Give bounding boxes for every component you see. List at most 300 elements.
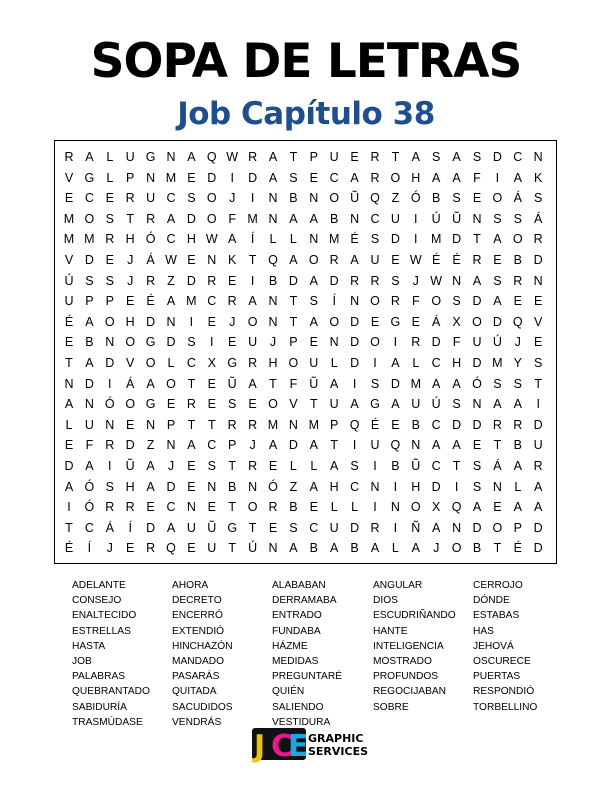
grid-cell[interactable]: B xyxy=(472,541,482,556)
grid-cell[interactable]: O xyxy=(288,356,299,370)
grid-cell[interactable]: I xyxy=(373,500,377,515)
grid-cell[interactable]: E xyxy=(187,541,196,556)
grid-cell[interactable]: L xyxy=(514,479,522,494)
grid-cell[interactable]: J xyxy=(229,191,236,206)
grid-cell[interactable]: T xyxy=(228,459,236,473)
grid-cell[interactable]: D xyxy=(146,520,156,535)
grid-cell[interactable]: I xyxy=(373,459,377,473)
grid-cell[interactable]: A xyxy=(64,479,74,494)
grid-cell[interactable]: G xyxy=(227,520,238,535)
grid-cell[interactable]: D xyxy=(533,541,543,556)
grid-cell[interactable]: A xyxy=(452,438,461,453)
grid-cell[interactable]: A xyxy=(146,479,155,494)
grid-cell[interactable]: C xyxy=(370,211,380,226)
grid-cell[interactable]: A xyxy=(166,520,176,535)
grid-cell[interactable]: C xyxy=(513,150,523,164)
grid-cell[interactable]: D xyxy=(288,438,298,453)
grid-cell[interactable]: R xyxy=(533,459,543,473)
grid-cell[interactable]: D xyxy=(350,314,360,329)
grid-cell[interactable]: T xyxy=(452,459,461,473)
grid-cell[interactable]: É xyxy=(452,253,461,267)
grid-cell[interactable]: R xyxy=(390,294,400,309)
grid-cell[interactable]: D xyxy=(390,376,400,391)
grid-cell[interactable]: Ú xyxy=(492,335,502,350)
grid-cell[interactable]: G xyxy=(370,397,380,412)
grid-cell[interactable]: S xyxy=(452,191,461,206)
grid-cell[interactable]: T xyxy=(289,150,298,164)
grid-cell[interactable]: A xyxy=(268,438,278,453)
grid-cell[interactable]: N xyxy=(146,170,156,185)
grid-cell[interactable]: T xyxy=(289,314,298,329)
grid-cell[interactable]: B xyxy=(391,459,400,473)
grid-cell[interactable]: Á xyxy=(513,191,522,206)
grid-cell[interactable]: O xyxy=(268,397,278,412)
grid-cell[interactable]: Ó xyxy=(84,500,95,515)
grid-cell[interactable]: L xyxy=(106,150,114,164)
grid-cell[interactable]: A xyxy=(85,314,94,329)
grid-cell[interactable]: N xyxy=(84,397,94,412)
grid-cell[interactable]: I xyxy=(352,376,357,391)
grid-cell[interactable]: E xyxy=(513,294,522,309)
grid-cell[interactable]: A xyxy=(187,438,196,453)
grid-cell[interactable]: E xyxy=(187,479,196,494)
grid-cell[interactable]: R xyxy=(248,417,258,432)
grid-cell[interactable]: T xyxy=(391,150,400,164)
grid-cell[interactable]: E xyxy=(126,294,135,309)
grid-cell[interactable]: T xyxy=(187,417,196,432)
grid-cell[interactable]: L xyxy=(65,417,73,432)
grid-cell[interactable]: T xyxy=(228,541,236,556)
grid-cell[interactable]: A xyxy=(350,253,359,267)
grid-cell[interactable]: T xyxy=(126,211,134,226)
grid-cell[interactable]: F xyxy=(228,211,236,226)
grid-cell[interactable]: S xyxy=(493,273,502,288)
grid-cell[interactable]: F xyxy=(452,335,461,350)
grid-cell[interactable]: A xyxy=(85,356,94,370)
grid-cell[interactable]: N xyxy=(105,417,115,432)
grid-cell[interactable]: E xyxy=(228,273,237,288)
grid-cell[interactable]: O xyxy=(145,356,156,370)
grid-cell[interactable]: O xyxy=(410,500,421,515)
grid-cell[interactable]: M xyxy=(165,170,177,185)
grid-cell[interactable]: D xyxy=(472,294,482,309)
grid-cell[interactable]: A xyxy=(493,397,502,412)
grid-cell[interactable]: A xyxy=(309,273,318,288)
grid-cell[interactable]: O xyxy=(247,500,258,515)
grid-cell[interactable]: É xyxy=(513,541,522,556)
grid-cell[interactable]: I xyxy=(250,273,255,288)
grid-cell[interactable]: R xyxy=(248,459,258,473)
grid-cell[interactable]: É xyxy=(350,232,359,247)
grid-cell[interactable]: N xyxy=(370,479,380,494)
grid-cell[interactable]: A xyxy=(248,376,257,391)
grid-cell[interactable]: J xyxy=(433,541,440,556)
grid-cell[interactable]: D xyxy=(64,459,74,473)
grid-cell[interactable]: A xyxy=(350,170,359,185)
grid-cell[interactable]: D xyxy=(431,335,441,350)
grid-cell[interactable]: N xyxy=(390,500,400,515)
grid-cell[interactable]: I xyxy=(414,211,418,226)
grid-cell[interactable]: W xyxy=(409,253,422,267)
grid-cell[interactable]: C xyxy=(329,170,339,185)
grid-cell[interactable]: Ó xyxy=(268,479,278,494)
grid-cell[interactable]: B xyxy=(432,191,441,206)
grid-cell[interactable]: Ú xyxy=(64,273,74,288)
grid-cell[interactable]: C xyxy=(207,438,217,453)
grid-cell[interactable]: M xyxy=(84,232,95,247)
grid-cell[interactable]: I xyxy=(67,500,71,515)
grid-cell[interactable]: Á xyxy=(493,459,502,473)
grid-cell[interactable]: O xyxy=(451,541,462,556)
grid-cell[interactable]: O xyxy=(125,335,136,350)
grid-cell[interactable]: A xyxy=(166,294,176,309)
grid-cell[interactable]: E xyxy=(187,459,196,473)
grid-cell[interactable]: E xyxy=(207,314,216,329)
grid-cell[interactable]: D xyxy=(452,232,462,247)
grid-cell[interactable]: Ũ xyxy=(227,376,237,391)
grid-cell[interactable]: A xyxy=(85,459,94,473)
grid-cell[interactable]: E xyxy=(309,335,318,350)
grid-cell[interactable]: D xyxy=(350,356,360,370)
grid-cell[interactable]: F xyxy=(289,376,298,391)
grid-cell[interactable]: C xyxy=(166,500,176,515)
grid-cell[interactable]: D xyxy=(533,253,543,267)
grid-cell[interactable]: L xyxy=(310,459,318,473)
grid-cell[interactable]: D xyxy=(248,170,258,185)
grid-cell[interactable]: I xyxy=(454,479,459,494)
grid-cell[interactable]: P xyxy=(126,170,135,185)
grid-cell[interactable]: R xyxy=(268,500,278,515)
grid-cell[interactable]: R xyxy=(207,273,217,288)
grid-cell[interactable]: E xyxy=(391,253,400,267)
grid-cell[interactable]: A xyxy=(472,273,482,288)
grid-cell[interactable]: T xyxy=(207,417,216,432)
grid-cell[interactable]: A xyxy=(228,232,237,247)
grid-cell[interactable]: E xyxy=(309,500,318,515)
grid-cell[interactable]: Z xyxy=(146,438,155,453)
grid-cell[interactable]: D xyxy=(105,356,115,370)
grid-cell[interactable]: R xyxy=(227,417,237,432)
grid-cell[interactable]: D xyxy=(288,273,298,288)
grid-cell[interactable]: A xyxy=(289,211,298,226)
grid-cell[interactable]: R xyxy=(411,335,421,350)
grid-cell[interactable]: B xyxy=(411,417,420,432)
grid-cell[interactable]: A xyxy=(289,541,298,556)
grid-cell[interactable]: A xyxy=(472,500,482,515)
grid-cell[interactable]: C xyxy=(166,232,176,247)
grid-cell[interactable]: S xyxy=(350,459,359,473)
grid-cell[interactable]: H xyxy=(268,356,278,370)
grid-cell[interactable]: M xyxy=(328,232,340,247)
grid-cell[interactable]: N xyxy=(207,479,217,494)
grid-cell[interactable]: Ú xyxy=(248,541,258,556)
grid-cell[interactable]: A xyxy=(64,397,74,412)
grid-cell[interactable]: G xyxy=(390,314,401,329)
grid-cell[interactable]: Á xyxy=(126,376,135,391)
grid-cell[interactable]: I xyxy=(189,314,194,329)
grid-cell[interactable]: U xyxy=(186,520,196,535)
grid-cell[interactable]: U xyxy=(309,356,319,370)
grid-cell[interactable]: A xyxy=(85,150,94,164)
grid-cell[interactable]: U xyxy=(64,294,74,309)
grid-cell[interactable]: P xyxy=(289,335,298,350)
grid-cell[interactable]: V xyxy=(534,314,543,329)
grid-cell[interactable]: B xyxy=(513,438,522,453)
grid-cell[interactable]: O xyxy=(206,211,217,226)
grid-cell[interactable]: E xyxy=(126,541,135,556)
grid-cell[interactable]: A xyxy=(534,500,543,515)
grid-cell[interactable]: P xyxy=(105,294,114,309)
grid-cell[interactable]: S xyxy=(105,273,114,288)
grid-cell[interactable]: C xyxy=(84,191,94,206)
grid-cell[interactable]: A xyxy=(330,541,339,556)
grid-cell[interactable]: N xyxy=(166,314,176,329)
grid-cell[interactable]: F xyxy=(85,438,94,453)
grid-cell[interactable]: Y xyxy=(513,356,522,370)
grid-cell[interactable]: K xyxy=(534,170,543,185)
grid-cell[interactable]: S xyxy=(452,397,461,412)
grid-cell[interactable]: N xyxy=(288,417,298,432)
grid-cell[interactable]: U xyxy=(84,417,94,432)
grid-cell[interactable]: Í xyxy=(87,541,92,556)
grid-cell[interactable]: C xyxy=(431,459,441,473)
grid-cell[interactable]: P xyxy=(513,520,522,535)
grid-cell[interactable]: C xyxy=(431,356,441,370)
grid-cell[interactable]: G xyxy=(145,335,156,350)
grid-cell[interactable]: L xyxy=(330,500,338,515)
grid-cell[interactable]: I xyxy=(393,335,398,350)
grid-cell[interactable]: L xyxy=(412,356,420,370)
grid-cell[interactable]: O xyxy=(329,314,340,329)
grid-cell[interactable]: B xyxy=(268,273,278,288)
grid-cell[interactable]: S xyxy=(289,520,298,535)
grid-cell[interactable]: C xyxy=(350,479,360,494)
grid-cell[interactable]: N xyxy=(350,211,360,226)
grid-cell[interactable]: L xyxy=(106,170,114,185)
grid-cell[interactable]: O xyxy=(370,294,380,309)
grid-cell[interactable]: O xyxy=(308,253,319,267)
grid-cell[interactable]: R xyxy=(472,253,482,267)
grid-cell[interactable]: A xyxy=(432,170,441,185)
grid-cell[interactable]: Á xyxy=(105,520,114,535)
grid-cell[interactable]: N xyxy=(166,150,176,164)
grid-cell[interactable]: N xyxy=(533,273,543,288)
grid-cell[interactable]: J xyxy=(412,273,419,288)
grid-cell[interactable]: M xyxy=(267,417,279,432)
grid-cell[interactable]: U xyxy=(390,211,400,226)
grid-cell[interactable]: N xyxy=(146,417,156,432)
grid-cell[interactable]: E xyxy=(472,191,482,206)
grid-cell[interactable]: E xyxy=(268,459,278,473)
grid-cell[interactable]: T xyxy=(534,376,542,391)
grid-cell[interactable]: I xyxy=(536,397,540,412)
grid-cell[interactable]: A xyxy=(370,541,380,556)
grid-cell[interactable]: R xyxy=(533,232,543,247)
grid-cell[interactable]: H xyxy=(452,356,462,370)
grid-cell[interactable]: Ũ xyxy=(452,211,462,226)
grid-cell[interactable]: L xyxy=(351,500,359,515)
grid-cell[interactable]: L xyxy=(269,232,277,247)
grid-cell[interactable]: W xyxy=(430,273,443,288)
grid-cell[interactable]: L xyxy=(289,232,297,247)
grid-cell[interactable]: U xyxy=(411,397,421,412)
grid-cell[interactable]: A xyxy=(513,170,522,185)
grid-cell[interactable]: R xyxy=(105,500,115,515)
grid-cell[interactable]: N xyxy=(64,376,74,391)
grid-cell[interactable]: N xyxy=(452,520,462,535)
grid-cell[interactable]: X xyxy=(452,314,461,329)
grid-cell[interactable]: P xyxy=(309,150,318,164)
grid-cell[interactable]: Ũ xyxy=(125,459,135,473)
grid-cell[interactable]: V xyxy=(289,397,298,412)
grid-cell[interactable]: H xyxy=(411,479,421,494)
grid-cell[interactable]: A xyxy=(248,294,257,309)
grid-cell[interactable]: D xyxy=(472,356,482,370)
grid-cell[interactable]: N xyxy=(533,150,543,164)
grid-cell[interactable]: M xyxy=(492,356,503,370)
grid-cell[interactable]: I xyxy=(210,335,214,350)
grid-cell[interactable]: W xyxy=(205,232,218,247)
grid-cell[interactable]: J xyxy=(167,459,175,473)
grid-cell[interactable]: D xyxy=(390,232,400,247)
grid-cell[interactable]: N xyxy=(350,294,360,309)
grid-cell[interactable]: R xyxy=(370,150,380,164)
grid-cell[interactable]: U xyxy=(370,438,380,453)
grid-cell[interactable]: S xyxy=(207,459,216,473)
grid-cell[interactable]: T xyxy=(65,520,73,535)
grid-cell[interactable]: Q xyxy=(451,500,462,515)
grid-cell[interactable]: A xyxy=(309,211,318,226)
grid-cell[interactable]: Z xyxy=(289,479,298,494)
grid-cell[interactable]: C xyxy=(84,520,94,535)
grid-cell[interactable]: D xyxy=(125,438,135,453)
grid-cell[interactable]: M xyxy=(247,211,258,226)
grid-cell[interactable]: B xyxy=(85,335,94,350)
grid-cell[interactable]: N xyxy=(309,232,319,247)
grid-cell[interactable]: A xyxy=(391,397,400,412)
grid-cell[interactable]: Ũ xyxy=(350,191,360,206)
grid-cell[interactable]: Q xyxy=(390,438,401,453)
grid-cell[interactable]: É xyxy=(370,417,380,432)
grid-cell[interactable]: M xyxy=(186,294,197,309)
grid-cell[interactable]: O xyxy=(166,376,176,391)
grid-cell[interactable]: D xyxy=(207,170,217,185)
grid-cell[interactable]: C xyxy=(309,520,319,535)
grid-cell[interactable]: S xyxy=(309,294,318,309)
grid-cell[interactable]: J xyxy=(249,438,256,453)
grid-cell[interactable]: A xyxy=(411,541,420,556)
grid-cell[interactable]: D xyxy=(84,253,94,267)
grid-cell[interactable]: S xyxy=(534,191,543,206)
grid-cell[interactable]: N xyxy=(472,211,482,226)
grid-cell[interactable]: E xyxy=(472,438,482,453)
grid-cell[interactable]: R xyxy=(248,356,258,370)
grid-cell[interactable]: I xyxy=(393,520,398,535)
grid-cell[interactable]: S xyxy=(187,335,196,350)
grid-cell[interactable]: E xyxy=(228,335,237,350)
grid-cell[interactable]: S xyxy=(391,273,400,288)
grid-cell[interactable]: E xyxy=(166,397,176,412)
grid-cell[interactable]: E xyxy=(105,191,114,206)
grid-cell[interactable]: M xyxy=(410,376,421,391)
grid-cell[interactable]: E xyxy=(370,314,380,329)
grid-cell[interactable]: L xyxy=(289,459,297,473)
grid-cell[interactable]: W xyxy=(226,150,239,164)
grid-cell[interactable]: H xyxy=(125,314,135,329)
grid-cell[interactable]: É xyxy=(432,253,441,267)
grid-cell[interactable]: X xyxy=(432,500,441,515)
grid-cell[interactable]: G xyxy=(145,397,156,412)
grid-cell[interactable]: Ñ xyxy=(411,520,421,535)
grid-cell[interactable]: T xyxy=(187,376,196,391)
grid-cell[interactable]: L xyxy=(391,541,399,556)
grid-cell[interactable]: A xyxy=(452,170,461,185)
grid-cell[interactable]: A xyxy=(432,376,441,391)
grid-cell[interactable]: U xyxy=(146,191,156,206)
grid-cell[interactable]: I xyxy=(108,459,112,473)
grid-cell[interactable]: V xyxy=(126,356,135,370)
grid-cell[interactable]: E xyxy=(350,150,359,164)
grid-cell[interactable]: D xyxy=(84,376,94,391)
grid-cell[interactable]: R xyxy=(146,273,156,288)
grid-cell[interactable]: S xyxy=(85,273,94,288)
grid-cell[interactable]: S xyxy=(534,356,543,370)
grid-cell[interactable]: A xyxy=(391,356,400,370)
grid-cell[interactable]: T xyxy=(330,438,338,453)
grid-cell[interactable]: R xyxy=(146,211,156,226)
grid-cell[interactable]: N xyxy=(248,479,258,494)
grid-cell[interactable]: É xyxy=(64,541,74,556)
grid-cell[interactable]: N xyxy=(329,335,339,350)
grid-cell[interactable]: R xyxy=(125,500,135,515)
grid-cell[interactable]: O xyxy=(431,294,442,309)
grid-cell[interactable]: T xyxy=(473,232,481,247)
grid-cell[interactable]: S xyxy=(228,397,237,412)
grid-cell[interactable]: I xyxy=(393,479,398,494)
grid-cell[interactable]: A xyxy=(493,294,502,309)
grid-cell[interactable]: J xyxy=(229,314,236,329)
grid-cell[interactable]: S xyxy=(105,479,114,494)
grid-cell[interactable]: D xyxy=(472,417,482,432)
grid-cell[interactable]: I xyxy=(250,191,255,206)
grid-cell[interactable]: Q xyxy=(166,541,176,556)
grid-cell[interactable]: A xyxy=(432,520,441,535)
grid-cell[interactable]: Ũ xyxy=(309,376,319,391)
grid-cell[interactable]: D xyxy=(431,479,441,494)
grid-cell[interactable]: E xyxy=(146,500,155,515)
grid-cell[interactable]: Z xyxy=(391,191,400,206)
grid-cell[interactable]: D xyxy=(166,479,176,494)
grid-cell[interactable]: O xyxy=(472,314,482,329)
grid-cell[interactable]: R xyxy=(370,170,380,185)
grid-cell[interactable]: R xyxy=(370,273,380,288)
grid-cell[interactable]: Q xyxy=(370,191,380,206)
grid-cell[interactable]: A xyxy=(146,376,155,391)
grid-cell[interactable]: V xyxy=(64,253,74,267)
grid-cell[interactable]: A xyxy=(513,397,522,412)
grid-cell[interactable]: T xyxy=(65,356,73,370)
grid-cell[interactable]: R xyxy=(350,273,360,288)
grid-cell[interactable]: C xyxy=(207,294,217,309)
grid-cell[interactable]: É xyxy=(64,314,74,329)
grid-cell[interactable]: B xyxy=(513,253,522,267)
grid-cell[interactable]: D xyxy=(186,273,196,288)
grid-cell[interactable]: R xyxy=(105,438,115,453)
grid-cell[interactable]: X xyxy=(207,356,216,370)
grid-cell[interactable]: O xyxy=(512,232,523,247)
grid-cell[interactable]: N xyxy=(492,479,502,494)
grid-cell[interactable]: M xyxy=(308,417,319,432)
